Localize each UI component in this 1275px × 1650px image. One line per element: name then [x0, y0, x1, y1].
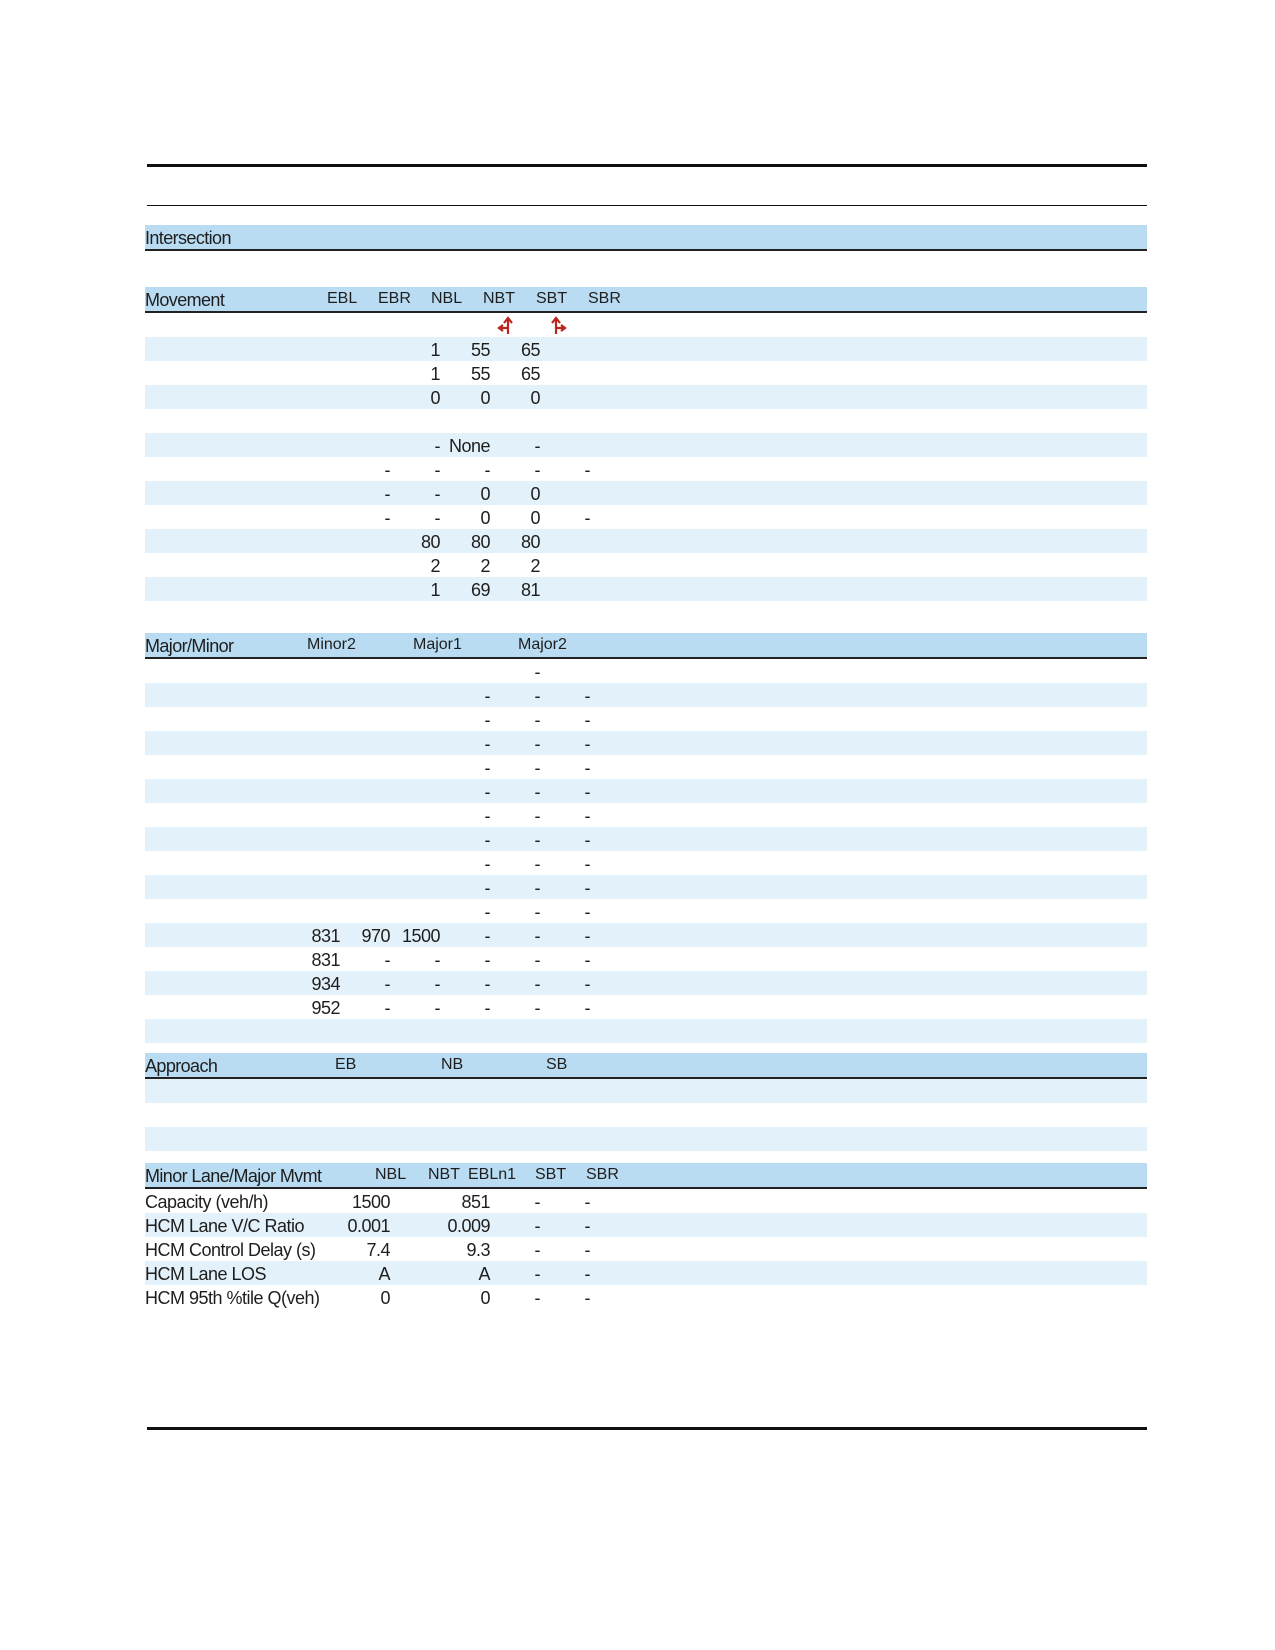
- table-cell: 1500: [401, 926, 440, 946]
- table-row: [145, 923, 1147, 947]
- table-cell: -: [534, 734, 540, 754]
- table-cell: None: [448, 436, 490, 456]
- col-header-major2: Major2: [518, 636, 567, 653]
- table-cell: -: [534, 830, 540, 850]
- col-header-nbl: NBL: [375, 1166, 407, 1183]
- lane-config-row: [145, 313, 1147, 337]
- table-row: [145, 529, 1147, 553]
- row-label: HCM Lane V/C Ratio: [145, 1216, 305, 1236]
- table-cell: -: [434, 436, 440, 456]
- table-cell: -: [484, 998, 490, 1018]
- table-row: [145, 1213, 1147, 1237]
- table-cell: -: [484, 878, 490, 898]
- col-header-ebr: EBR: [378, 290, 411, 307]
- major-minor-section: [145, 633, 1147, 1043]
- table-row: [145, 851, 1147, 875]
- table-cell: -: [584, 974, 590, 994]
- table-row: [145, 481, 1147, 505]
- movement-section: [145, 287, 1147, 601]
- table-cell: -: [384, 974, 390, 994]
- col-header-sbr: SBR: [586, 1166, 619, 1183]
- table-row: [145, 731, 1147, 755]
- table-row: [145, 707, 1147, 731]
- table-cell: 952: [311, 998, 340, 1018]
- table-cell: 831: [311, 950, 340, 970]
- table-cell: 0: [480, 508, 490, 528]
- table-cell: 0: [530, 508, 540, 528]
- table-cell: 80: [520, 532, 540, 552]
- table-cell: -: [534, 1288, 540, 1308]
- table-cell: -: [584, 1288, 590, 1308]
- table-cell: -: [484, 830, 490, 850]
- table-cell: 0: [530, 484, 540, 504]
- table-cell: -: [534, 878, 540, 898]
- movement-rows: [145, 337, 1147, 601]
- minor-lane-title: Minor Lane/Major Mvmt: [145, 1166, 322, 1186]
- table-cell: -: [484, 734, 490, 754]
- table-row: [145, 779, 1147, 803]
- table-cell: -: [534, 902, 540, 922]
- table-cell: 7.4: [366, 1240, 390, 1260]
- table-cell: -: [584, 806, 590, 826]
- table-row: [145, 577, 1147, 601]
- table-cell: -: [484, 686, 490, 706]
- table-cell: -: [534, 1240, 540, 1260]
- intersection-row: [145, 251, 1147, 263]
- table-cell: 9.3: [466, 1240, 490, 1260]
- table-cell: -: [534, 998, 540, 1018]
- major-minor-rows: [145, 659, 1147, 1043]
- col-header-eb: EB: [335, 1056, 357, 1073]
- table-row: [145, 1189, 1147, 1213]
- table-cell: -: [584, 1192, 590, 1212]
- approach-section: [145, 1053, 1147, 1151]
- col-header-major1: Major1: [413, 636, 462, 653]
- table-row: [145, 385, 1147, 409]
- table-cell: -: [584, 460, 590, 480]
- row-label: HCM 95th %tile Q(veh): [145, 1288, 320, 1308]
- col-header-sb: SB: [546, 1056, 568, 1073]
- table-row: [145, 1019, 1147, 1043]
- approach-title: Approach: [145, 1056, 218, 1076]
- table-cell: -: [584, 686, 590, 706]
- row-label: Capacity (veh/h): [145, 1192, 269, 1212]
- table-cell: 2: [530, 556, 540, 576]
- table-cell: 80: [420, 532, 440, 552]
- table-row: [145, 827, 1147, 851]
- table-cell: -: [584, 950, 590, 970]
- col-header-nbl: NBL: [431, 290, 463, 307]
- table-cell: 0: [480, 1288, 490, 1308]
- table-cell: -: [534, 1264, 540, 1284]
- table-cell: 65: [520, 340, 540, 360]
- table-row: [145, 1237, 1147, 1261]
- table-row: [145, 971, 1147, 995]
- intersection-header: [145, 225, 1147, 251]
- table-cell: -: [384, 508, 390, 528]
- table-cell: -: [534, 1216, 540, 1236]
- col-header-sbt: SBT: [535, 1166, 567, 1183]
- table-cell: -: [534, 854, 540, 874]
- table-cell: -: [384, 998, 390, 1018]
- table-row: [145, 947, 1147, 971]
- table-cell: -: [534, 782, 540, 802]
- table-row: [145, 875, 1147, 899]
- approach-row: [145, 1103, 1147, 1127]
- row-label: HCM Lane LOS: [145, 1264, 267, 1284]
- table-row: [145, 505, 1147, 529]
- major-minor-header: [145, 633, 1147, 659]
- table-cell: -: [584, 1216, 590, 1236]
- table-row: [145, 361, 1147, 385]
- table-cell: -: [584, 710, 590, 730]
- table-cell: -: [434, 950, 440, 970]
- table-cell: -: [484, 926, 490, 946]
- table-cell: -: [534, 974, 540, 994]
- table-cell: -: [484, 902, 490, 922]
- table-row: [145, 553, 1147, 577]
- table-cell: -: [484, 782, 490, 802]
- table-cell: -: [584, 508, 590, 528]
- table-cell: -: [384, 950, 390, 970]
- table-cell: -: [584, 998, 590, 1018]
- table-cell: 934: [311, 974, 340, 994]
- table-cell: -: [534, 950, 540, 970]
- table-cell: 0: [430, 388, 440, 408]
- table-cell: -: [584, 878, 590, 898]
- table-cell: 55: [470, 364, 490, 384]
- table-row: [145, 1285, 1147, 1309]
- table-cell: -: [534, 460, 540, 480]
- table-cell: -: [584, 782, 590, 802]
- table-cell: -: [584, 1264, 590, 1284]
- table-cell: -: [384, 484, 390, 504]
- col-header-sbt: SBT: [536, 290, 568, 307]
- table-cell: -: [584, 734, 590, 754]
- table-cell: 69: [470, 580, 490, 600]
- table-cell: -: [484, 460, 490, 480]
- table-cell: -: [584, 854, 590, 874]
- table-cell: A: [478, 1264, 490, 1284]
- table-cell: -: [434, 998, 440, 1018]
- movement-title: Movement: [145, 290, 225, 310]
- table-cell: -: [434, 484, 440, 504]
- table-cell: 80: [470, 532, 490, 552]
- table-cell: 1500: [351, 1192, 390, 1212]
- table-cell: -: [584, 926, 590, 946]
- table-cell: 0: [480, 388, 490, 408]
- table-cell: 970: [361, 926, 390, 946]
- table-cell: 0: [530, 388, 540, 408]
- table-cell: 851: [461, 1192, 490, 1212]
- table-cell: -: [534, 436, 540, 456]
- table-cell: -: [484, 974, 490, 994]
- intersection-section: [145, 225, 1147, 263]
- table-cell: 0.009: [447, 1216, 490, 1236]
- table-cell: -: [484, 806, 490, 826]
- table-cell: 1: [430, 340, 440, 360]
- table-cell: -: [484, 710, 490, 730]
- table-cell: -: [534, 758, 540, 778]
- bottom-rule: [147, 1427, 1147, 1430]
- table-cell: -: [584, 1240, 590, 1260]
- table-cell: -: [584, 830, 590, 850]
- table-cell: 55: [470, 340, 490, 360]
- table-row: [145, 337, 1147, 361]
- table-cell: -: [434, 508, 440, 528]
- table-row: [145, 995, 1147, 1019]
- table-cell: 0: [380, 1288, 390, 1308]
- table-cell: -: [584, 758, 590, 778]
- table-cell: 65: [520, 364, 540, 384]
- col-header-nbt: NBT: [483, 290, 515, 307]
- through-right-arrow-icon: [547, 315, 569, 335]
- left-through-arrow-icon: [495, 315, 517, 335]
- intersection-title: Intersection: [145, 228, 231, 248]
- table-cell: 831: [311, 926, 340, 946]
- table-cell: -: [484, 950, 490, 970]
- top-rule: [147, 164, 1147, 167]
- col-header-sbr: SBR: [588, 290, 621, 307]
- row-label: HCM Control Delay (s): [145, 1240, 316, 1260]
- col-header-nbt: NBT: [428, 1166, 460, 1183]
- table-row: [145, 659, 1147, 683]
- minor-lane-section: [145, 1163, 1147, 1309]
- table-cell: -: [534, 1192, 540, 1212]
- movement-header: [145, 287, 1147, 313]
- col-header-ebln1: EBLn1: [468, 1166, 517, 1183]
- col-header-ebl: EBL: [327, 290, 358, 307]
- table-cell: 1: [430, 580, 440, 600]
- table-cell: -: [584, 902, 590, 922]
- table-cell: -: [484, 854, 490, 874]
- table-cell: -: [534, 686, 540, 706]
- approach-header: [145, 1053, 1147, 1079]
- table-cell: 2: [480, 556, 490, 576]
- table-cell: 81: [520, 580, 540, 600]
- col-header-minor2: Minor2: [307, 636, 356, 653]
- table-row: [145, 457, 1147, 481]
- table-row: [145, 755, 1147, 779]
- table-cell: -: [434, 460, 440, 480]
- table-cell: -: [484, 758, 490, 778]
- table-row: [145, 899, 1147, 923]
- table-row: [145, 803, 1147, 827]
- table-cell: -: [534, 662, 540, 682]
- table-row: [145, 409, 1147, 433]
- table-row: [145, 1261, 1147, 1285]
- table-row: [145, 433, 1147, 457]
- secondary-rule: [147, 205, 1147, 206]
- table-cell: 2: [430, 556, 440, 576]
- table-cell: -: [384, 460, 390, 480]
- approach-row: [145, 1127, 1147, 1151]
- table-cell: 0: [480, 484, 490, 504]
- table-row: [145, 683, 1147, 707]
- table-cell: 0.001: [347, 1216, 390, 1236]
- minor-lane-header: [145, 1163, 1147, 1189]
- table-cell: -: [434, 974, 440, 994]
- table-cell: 1: [430, 364, 440, 384]
- table-cell: A: [378, 1264, 390, 1284]
- col-header-nb: NB: [441, 1056, 464, 1073]
- table-cell: -: [534, 710, 540, 730]
- table-cell: -: [534, 806, 540, 826]
- major-minor-title: Major/Minor: [145, 636, 234, 656]
- table-cell: -: [534, 926, 540, 946]
- approach-row: [145, 1079, 1147, 1103]
- minor-lane-rows: [145, 1189, 1147, 1309]
